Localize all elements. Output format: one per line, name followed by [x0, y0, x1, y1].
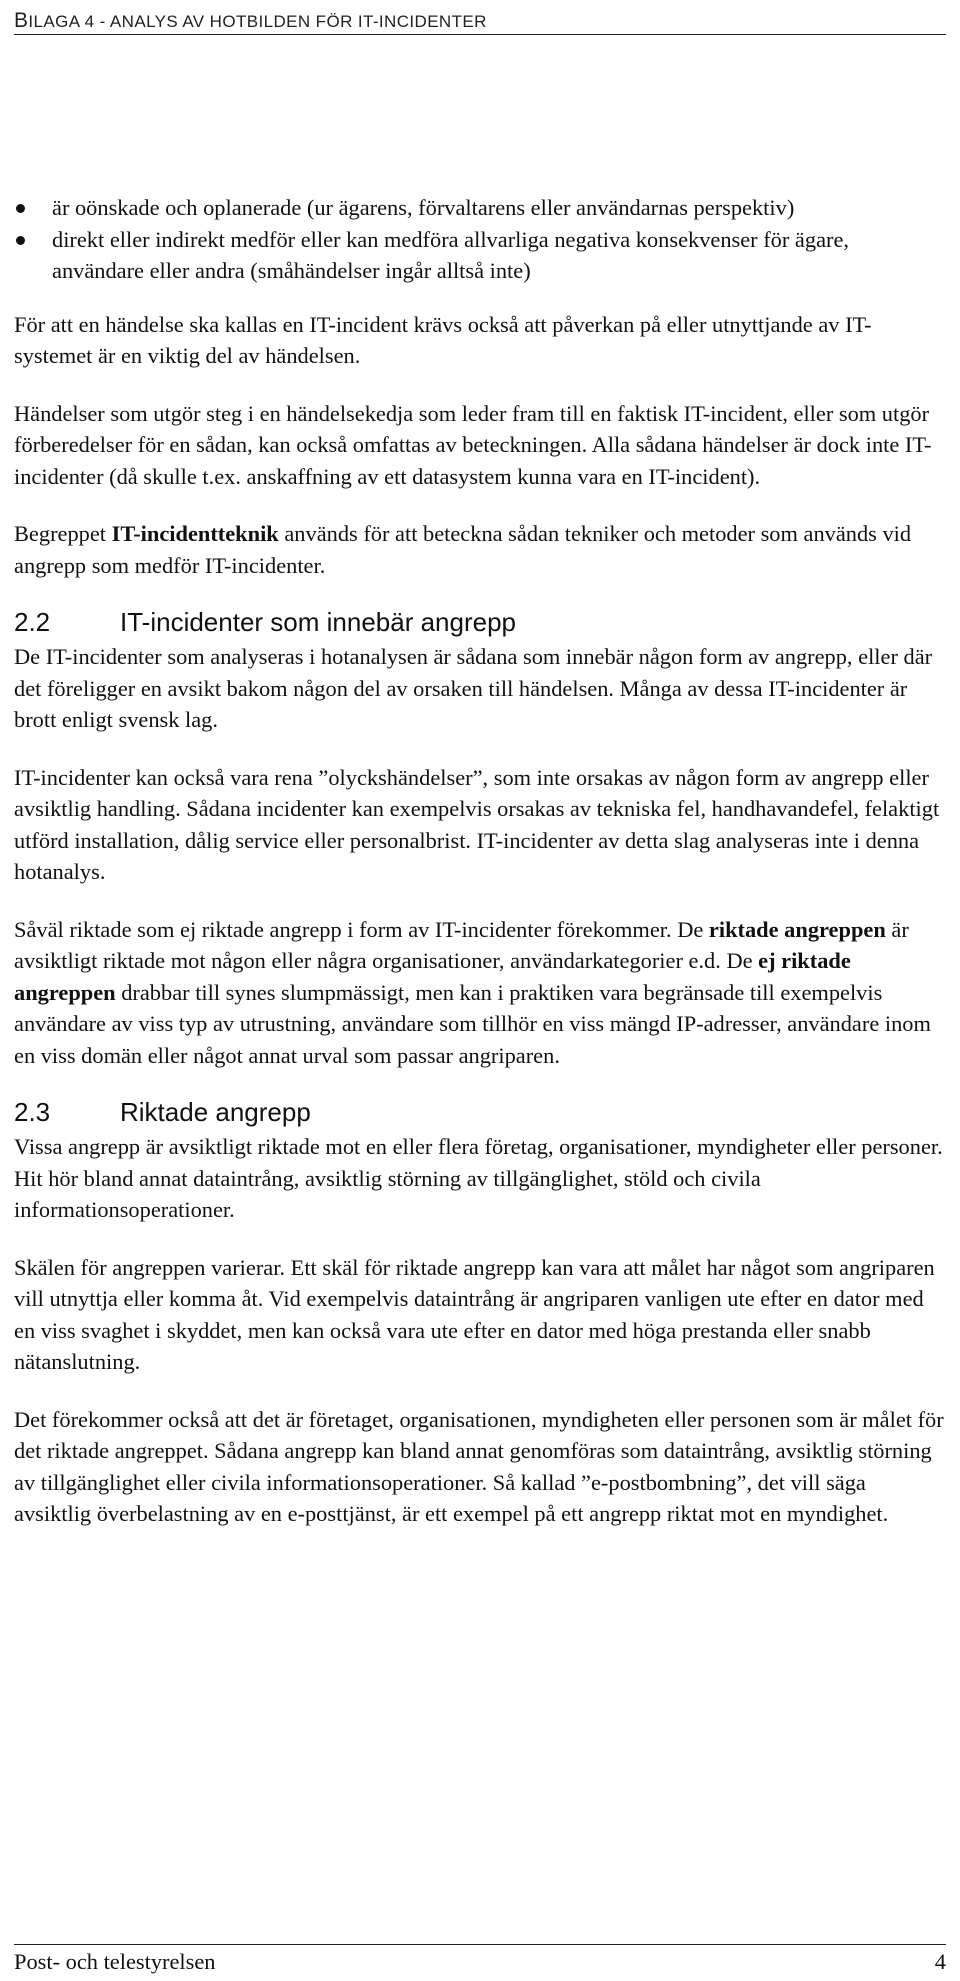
section-heading-2-3	[14, 1095, 944, 1129]
paragraph-targeted-attacks: Vissa angrepp är avsiktligt riktade mot en eller flera företag, organisationer, myndigheter eller personer. Hit hör bland annat dataintrång, avsiktlig störning av tillgänglighet, stöld och civila informationsoperationer.	[14, 1134, 943, 1222]
text-run: används för att beteckna sådan tekniker och metoder som används vid angrepp som medför IT-incidenter.	[14, 521, 912, 578]
term-riktade-angreppen: riktade angreppen	[708, 916, 886, 942]
list-item	[14, 224, 944, 287]
text-run: Begreppet	[14, 521, 112, 546]
section-number: 2.2	[14, 607, 51, 637]
page-footer	[14, 1944, 946, 1981]
text-run: är avsiktligt riktade mot någon eller några organisationer, användarkategorier e.d. De	[14, 916, 909, 973]
header-title-rest: ILAGA 4 - ANALYS AV HOTBILDEN FÖR IT-INCIDENTER	[28, 12, 487, 31]
document-body	[14, 192, 944, 1530]
list-item-text: direkt eller indirekt medför eller kan medföra allvarliga negativa konsekvenser för ägare, användare eller andra (småhändelser ingår alltså inte)	[52, 226, 849, 283]
section-title: Riktade angrepp	[120, 1097, 311, 1127]
text-run: Såväl riktade som ej riktade angrepp i form av IT-incidenter förekommer. De	[14, 916, 709, 942]
bullet-icon	[16, 204, 25, 213]
text-run: drabbar till synes slumpmässigt, men kan i praktiken vara begränsade till exempelvis användare av viss typ av utrustning, användare som tillhör en viss mängd IP-adresser, användare inom en viss domän eller något annat urval som passar angriparen.	[14, 979, 931, 1068]
section-heading-2-2	[14, 605, 944, 639]
paragraph-attack-reasons: Skälen för angreppen varierar. Ett skäl för riktade angrepp kan vara att målet har något som angriparen vill utnyttja eller komma åt. Vid exempelvis dataintrång är angriparen vanligen ute efter en dator med en viss svaghet i skyddet, men kan också vara ute efter en dator med höga prestanda eller snabb nätanslutning.	[14, 1254, 935, 1374]
header-title	[14, 4, 487, 33]
section-title: IT-incidenter som innebär angrepp	[120, 607, 517, 637]
paragraph-it-incident-requirement: För att en händelse ska kallas en IT-incident krävs också att påverkan på eller utnyttjande av IT-systemet är en viktig del av händelsen.	[14, 311, 872, 368]
section-number: 2.3	[14, 1097, 51, 1127]
paragraph-accidents: IT-incidenter kan också vara rena ”olyckshändelser”, som inte orsakas av någon form av angrepp eller avsiktlig handling. Sådana incidenter kan exempelvis orsakas av tekniska fel, handhavandefel, felaktigt utförd installation, dålig service eller personalbrist. IT-incidenter av detta slag analyseras inte i denna hotanalys.	[14, 764, 940, 884]
paragraph-event-chain: Händelser som utgör steg i en händelsekedja som leder fram till en faktisk IT-incident, eller som utgör förberedelser för en sådan, kan också omfattas av beteckningen. Alla sådana händelser är dock inte IT-incidenter (då skulle t.ex. anskaffning av ett datasystem kunna vara en IT-incident).	[14, 400, 932, 489]
footer-publisher: Post- och telestyrelsen	[14, 1949, 216, 1974]
paragraph-attack-incidents: De IT-incidenter som analyseras i hotanalysen är sådana som innebär någon form av angrepp, eller där det föreligger en avsikt bakom någon del av orsaken till händelsen. Många av dessa IT-incidenter är brott enligt svensk lag.	[14, 644, 933, 732]
header-title-initial: B	[14, 9, 29, 32]
term-it-incidentteknik: IT-incidentteknik	[111, 521, 279, 546]
list-item-text: är oönskade och oplanerade (ur ägarens, förvaltarens eller användarnas perspektiv)	[52, 195, 795, 220]
paragraph-targeted-untargeted	[14, 914, 944, 1072]
paragraph-target-organisation: Det förekommer också att det är företaget, organisationen, myndigheten eller personen som är målet för det riktade angreppet. Sådana angrepp kan bland annat genomföras som dataintrång, avsiktlig störning av tillgänglighet eller civila informationsoperationer. Så kallad ”e-postbombning”, det vill säga avsiktlig överbelastning av en e-posttjänst, är ett exempel på ett angrepp riktat mot en myndighet.	[14, 1406, 944, 1526]
criteria-bullet-list	[14, 192, 944, 287]
list-item	[14, 192, 944, 224]
paragraph-incident-technique	[14, 518, 944, 581]
bullet-icon	[16, 236, 25, 245]
page-number: 4	[934, 1949, 946, 1974]
page-header	[14, 4, 946, 35]
term-ej-riktade-angreppen: ej riktade angreppen	[14, 948, 851, 1005]
